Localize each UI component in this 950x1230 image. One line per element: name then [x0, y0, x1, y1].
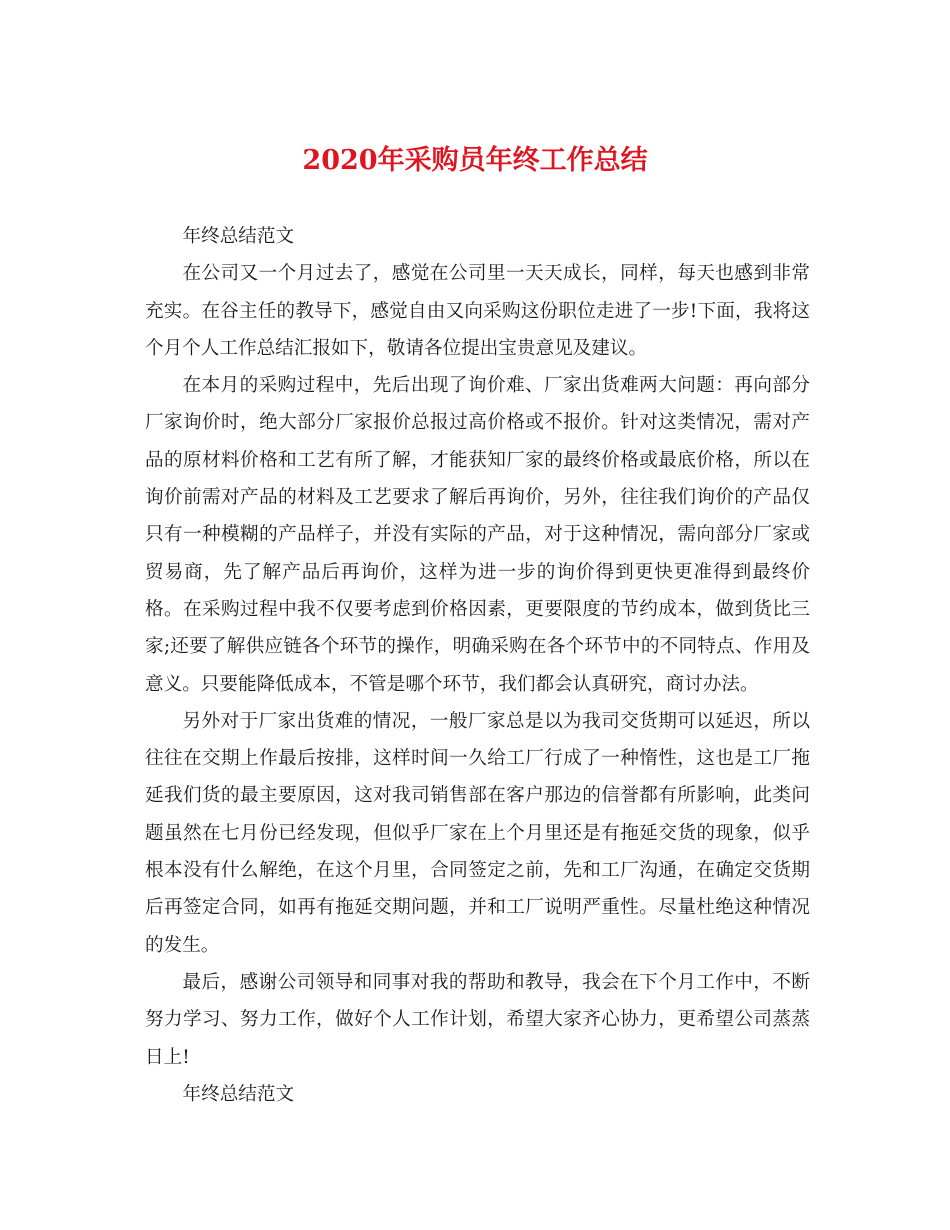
paragraph-heading: 年终总结范文 — [182, 226, 295, 247]
paragraph: 在公司又一个月过去了，感觉在公司里一天天成长，同样，每天也感到非常充实。在谷主任的教导下，感觉自由又向采购这份职位走进了一步!下面，我将这个月个人工作总结汇报如下，敬请各位提出宝贵意见及建议。 — [145, 263, 810, 359]
paragraph: 最后，感谢公司领导和同事对我的帮助和教导，我会在下个月工作中，不断努力学习、努力工作，做好个人工作计划，希望大家齐心协力，更希望公司蒸蒸日上! — [145, 971, 810, 1068]
paragraph-footer: 年终总结范文 — [182, 1083, 295, 1105]
paragraph: 在本月的采购过程中，先后出现了询价难、厂家出货难两大问题：再向部分厂家询价时，绝大部分厂家报价总报过高价格或不报价。针对这类情况，需对产品的原材料价格和工艺有所了解，才能获知厂家的最终价格或最底价格，所以在询价前需对产品的材料及工艺要求了解后再询价，另外，往往我们询价的产品仅只有一种模糊的产品样子，并没有实际的产品，对于这种情况，需向部分厂家或贸易商，先了解产品后再询价，这样为进一步的询价得到更快更准得到最终价格。在采购过程中我不仅要考虑到价格因素，更要限度的节约成本，做到货比三家;还要了解供应链各个环节的操作，明确采购在各个环节中的不同特点、作用及意义。只要能降低成本，不管是哪个环节，我们都会认真研究，商讨办法。 — [145, 375, 810, 695]
paragraph: 另外对于厂家出货难的情况，一般厂家总是以为我司交货期可以延迟，所以往往在交期上作最后按排，这样时间一久给工厂行成了一种惰性，这也是工厂拖延我们货的最主要原因，这对我司销售部在客户那边的信誉都有所影响，此类问题虽然在七月份已经发现，但似乎厂家在上个月里还是有拖延交货的现象，似乎根本没有什么解绝，在这个月里，合同签定之前，先和工厂沟通，在确定交货期后再签定合同，如再有拖延交期问题，并和工厂说明严重性。尽量杜绝这种情况的发生。 — [145, 710, 810, 956]
document-title: 2020年采购员年终工作总结 — [302, 145, 648, 176]
document-body — [145, 218, 810, 1113]
